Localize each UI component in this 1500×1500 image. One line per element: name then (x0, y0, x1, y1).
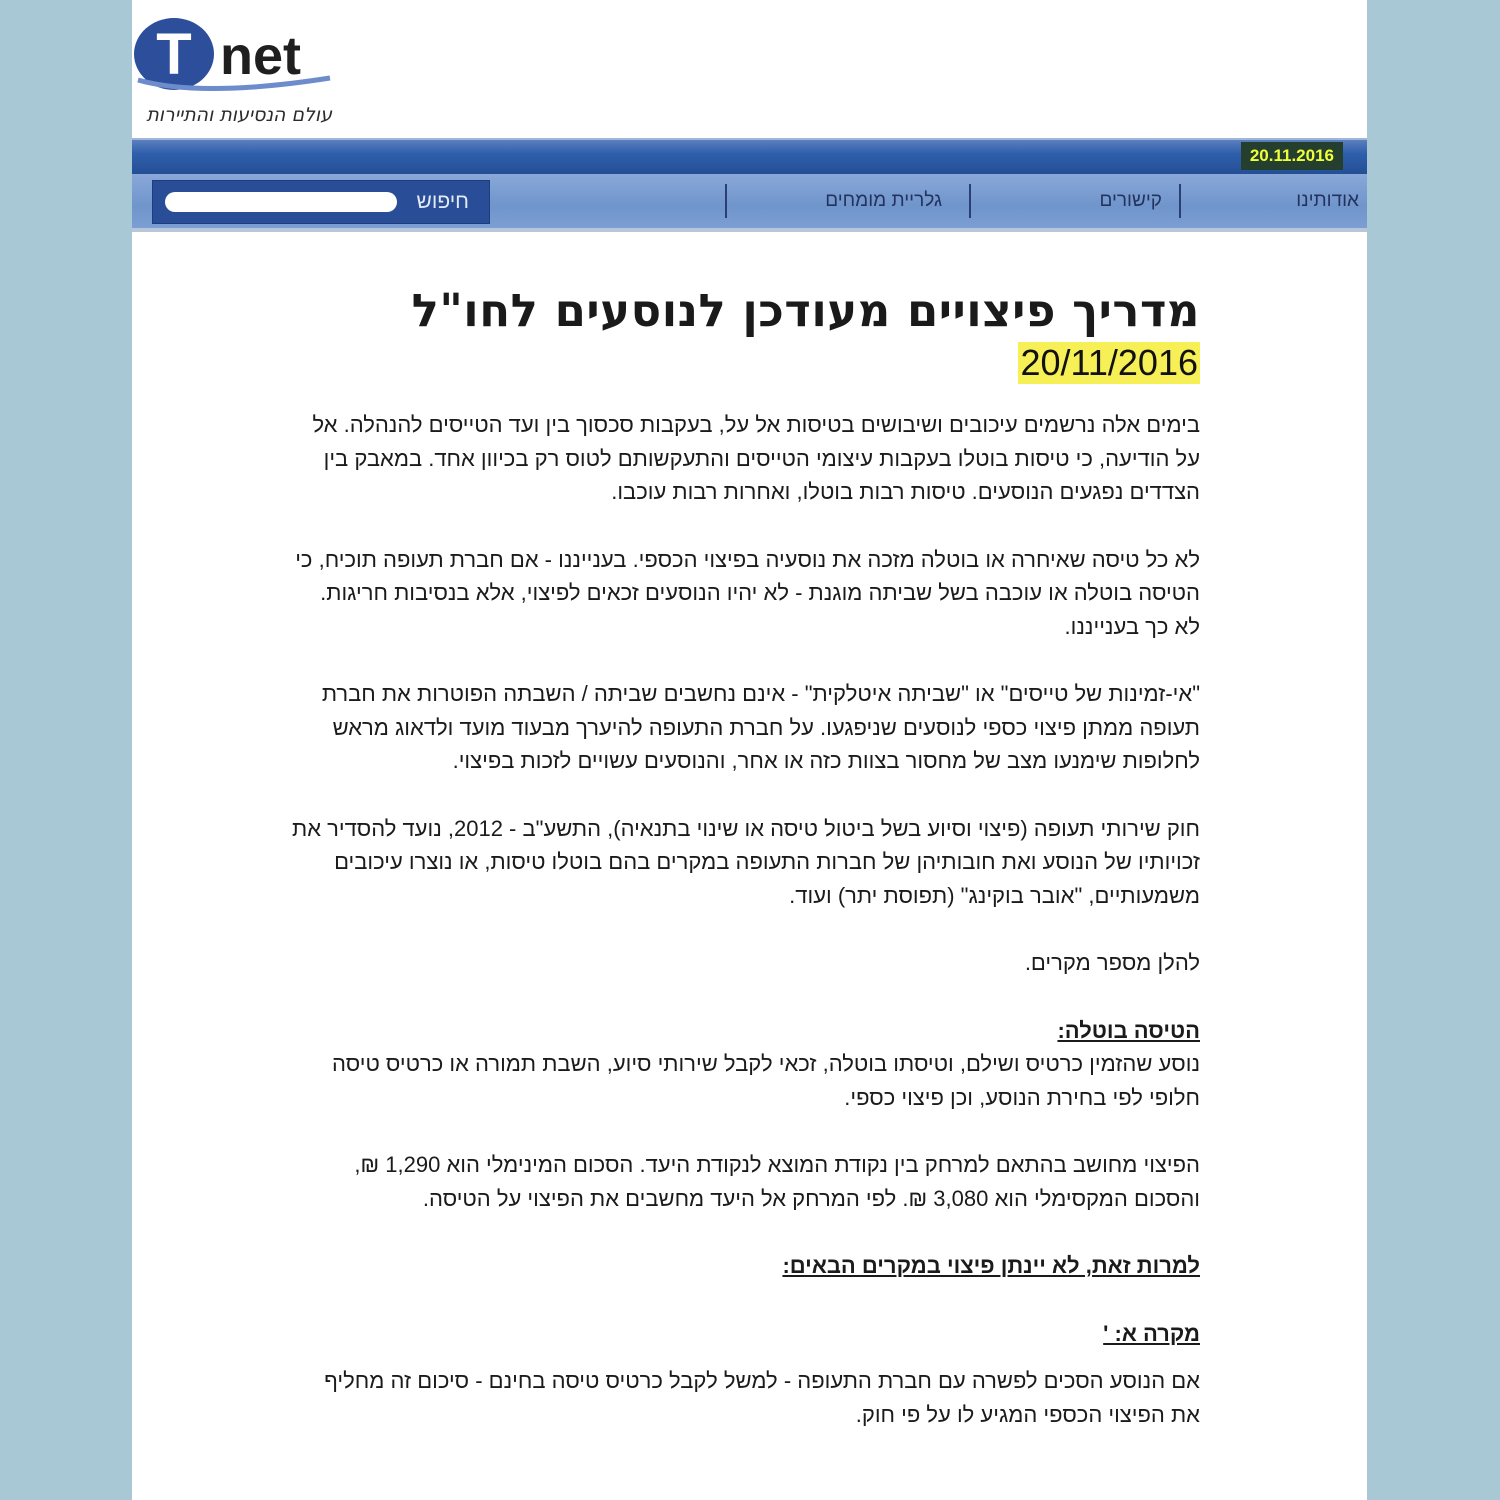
tnet-logo[interactable] (132, 8, 362, 128)
search-button[interactable]: חיפוש (416, 190, 469, 213)
case-a-text: אם הנוסע הסכים לפשרה עם חברת התעופה - למשל לקבל כרטיס טיסה בחינם - סיכום זה מחליף את הפיצוי הכספי המגיע לו על פי חוק. (324, 1368, 1200, 1427)
nav-item-experts-gallery[interactable]: גלריית מומחים (825, 190, 942, 211)
nav-item-links[interactable]: קישורים (1099, 190, 1162, 211)
section-heading-no-compensation: למרות זאת, לא יינתן פיצוי במקרים הבאים: (782, 1253, 1200, 1278)
nav-bar (132, 174, 1367, 232)
section-text-flight-cancelled: נוסע שהזמין כרטיס ושילם, וטיסתו בוטלה, זכאי לקבל שירותי סיוע, השבת תמורה או כרטיס טיסה חלופי לפי בחירת הנוסע, וכן פיצוי כספי. (332, 1051, 1200, 1110)
nav-separator (969, 184, 971, 218)
case-a-heading: מקרה א: ' (1103, 1320, 1200, 1346)
search-input[interactable] (165, 192, 397, 212)
compensation-paragraph: הפיצוי מחושב בהתאם למרחק בין נקודת המוצא לנקודת היעד. הסכום המינימלי הוא 1,290 ₪, והסכום המקסימלי הוא 3,080 ₪. לפי המרחק אל היעד מחשבים את הפיצוי על הטיסה. (354, 1152, 1200, 1211)
nav-separator (725, 184, 727, 218)
article (292, 280, 1200, 1465)
tnet-logo-icon (132, 10, 332, 100)
article-date: 20/11/2016 (1020, 342, 1198, 383)
article-title: מדריך פיצויים מעודכן לנוסעים לחו"ל (411, 284, 1200, 337)
header-date: 20.11.2016 (1241, 142, 1343, 170)
logo-brand-name: net (220, 26, 301, 86)
nav-item-about[interactable]: אודותינו (1296, 190, 1359, 211)
section-heading-flight-cancelled: הטיסה בוטלה: (1057, 1017, 1200, 1043)
page (132, 0, 1367, 1500)
header-strip (132, 138, 1367, 174)
article-paragraph: בימים אלה נרשמים עיכובים ושיבושים בטיסות אל על, בעקבות סכסוך בין ועד הטייסים להנהלה. אל על הודיעה, כי טיסות בוטלו בעקבות עיצומי הטייסים והתעקשותם לטוס רק בכיוון אחד. במאבק בין הצדדים נפגעים הנוסעים. טיסות רבות בוטלו, ואחרות רבות עוכבו. (312, 412, 1200, 504)
article-paragraph: חוק שירותי תעופה (פיצוי וסיוע בשל ביטול טיסה או שינוי בתנאיה), התשע"ב - 2012, נועד להסדיר את זכויותיו של הנוסע ואת חובותיהן של חברות התעופה במקרים בהם בוטלו טיסות, או נוצרו עיכובים משמעותיים, "אובר בוקינג" (תפוסת יתר) ועוד. (292, 815, 1200, 908)
article-paragraph: לא כל טיסה שאיחרה או בוטלה מזכה את נוסעיה בפיצוי הכספי. בענייננו - אם חברת תעופה תוכיח, כי הטיסה בוטלה או עוכבה בשל שביתה מוגנת - לא יהיו הנוסעים זכאים לפיצוי, אלא בנסיבות חריגות. לא כך בענייננו. (295, 546, 1200, 639)
logo-tagline: עולם הנסיעות והתיירות (146, 104, 332, 126)
nav-separator (1179, 184, 1181, 218)
logo-letter: T (156, 22, 192, 87)
search-box (152, 180, 490, 224)
article-paragraph: "אי-זמינות של טייסים" או "שביתה איטלקית" - אינם נחשבים שביתה / השבתה הפוטרות את חברת תעופה ממתן פיצוי כספי לנוסעים שניפגעו. על חברת התעופה להיערך מבעוד מועד ולדאוג מראש לחלופות שימנעו מצב של מחסור בצוות כזה או אחר, והנוסעים עשויים לזכות בפיצוי. (321, 681, 1200, 773)
article-paragraph: להלן מספר מקרים. (1024, 950, 1200, 975)
